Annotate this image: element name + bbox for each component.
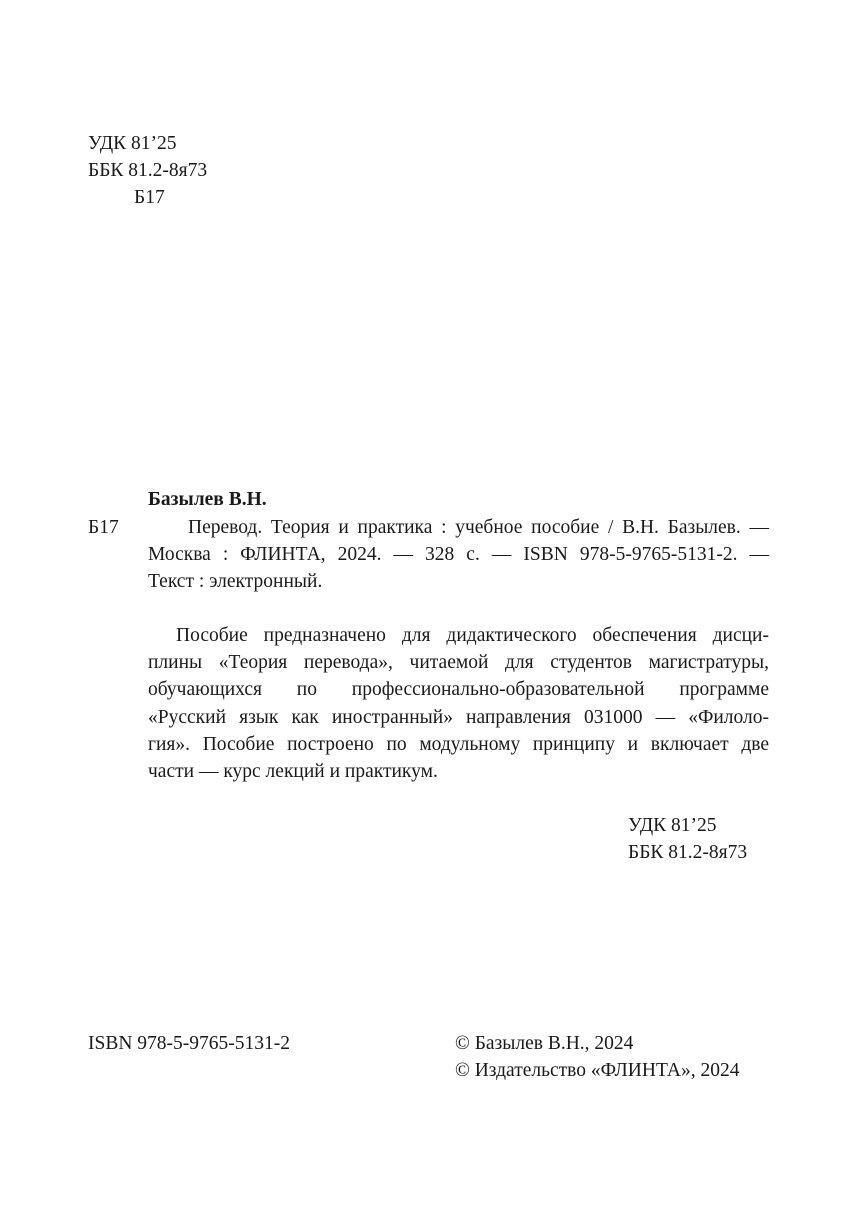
- abstract-line: обучающихся по профессионально-образовательной программе: [148, 679, 769, 701]
- header-udk: УДК 81’25: [88, 133, 177, 154]
- record-description: [148, 514, 769, 595]
- header-author-mark: Б17: [134, 187, 165, 208]
- classification-udk: УДК 81’25: [628, 815, 717, 836]
- classification-bbk: ББК 81.2-8я73: [628, 842, 748, 863]
- footer-isbn: ISBN 978-5-9765-5131-2: [88, 1033, 291, 1054]
- record-author: Базылев В.Н.: [148, 489, 267, 510]
- abstract-line: Пособие предназначено для дидактического обеспечения дисци-: [176, 625, 769, 646]
- abstract-line: части — курс лекций и практикум.: [148, 761, 438, 783]
- abstract-line: плины «Теория перевода», читаемой для студентов магистратуры,: [148, 652, 769, 674]
- abstract: [148, 622, 769, 785]
- header-bbk: ББК 81.2-8я73: [88, 160, 208, 181]
- record-description-line: Москва : ФЛИНТА, 2024. — 328 с. — ISBN 978-5-9765-5131-2. —: [148, 544, 769, 565]
- footer-copyright-publisher: © Издательство «ФЛИНТА», 2024: [455, 1060, 740, 1081]
- abstract-line: «Русский язык как иностранный» направления 031000 — «Филоло-: [148, 706, 769, 728]
- abstract-line: гия». Пособие построено по модульному принципу и включает две: [148, 733, 769, 755]
- record-description-line: Текст : электронный.: [148, 571, 323, 592]
- footer-copyright-author: © Базылев В.Н., 2024: [455, 1033, 634, 1054]
- record-author-mark: Б17: [88, 517, 119, 538]
- record-description-line: Перевод. Теория и практика : учебное пособие / В.Н. Базылев. —: [188, 517, 769, 538]
